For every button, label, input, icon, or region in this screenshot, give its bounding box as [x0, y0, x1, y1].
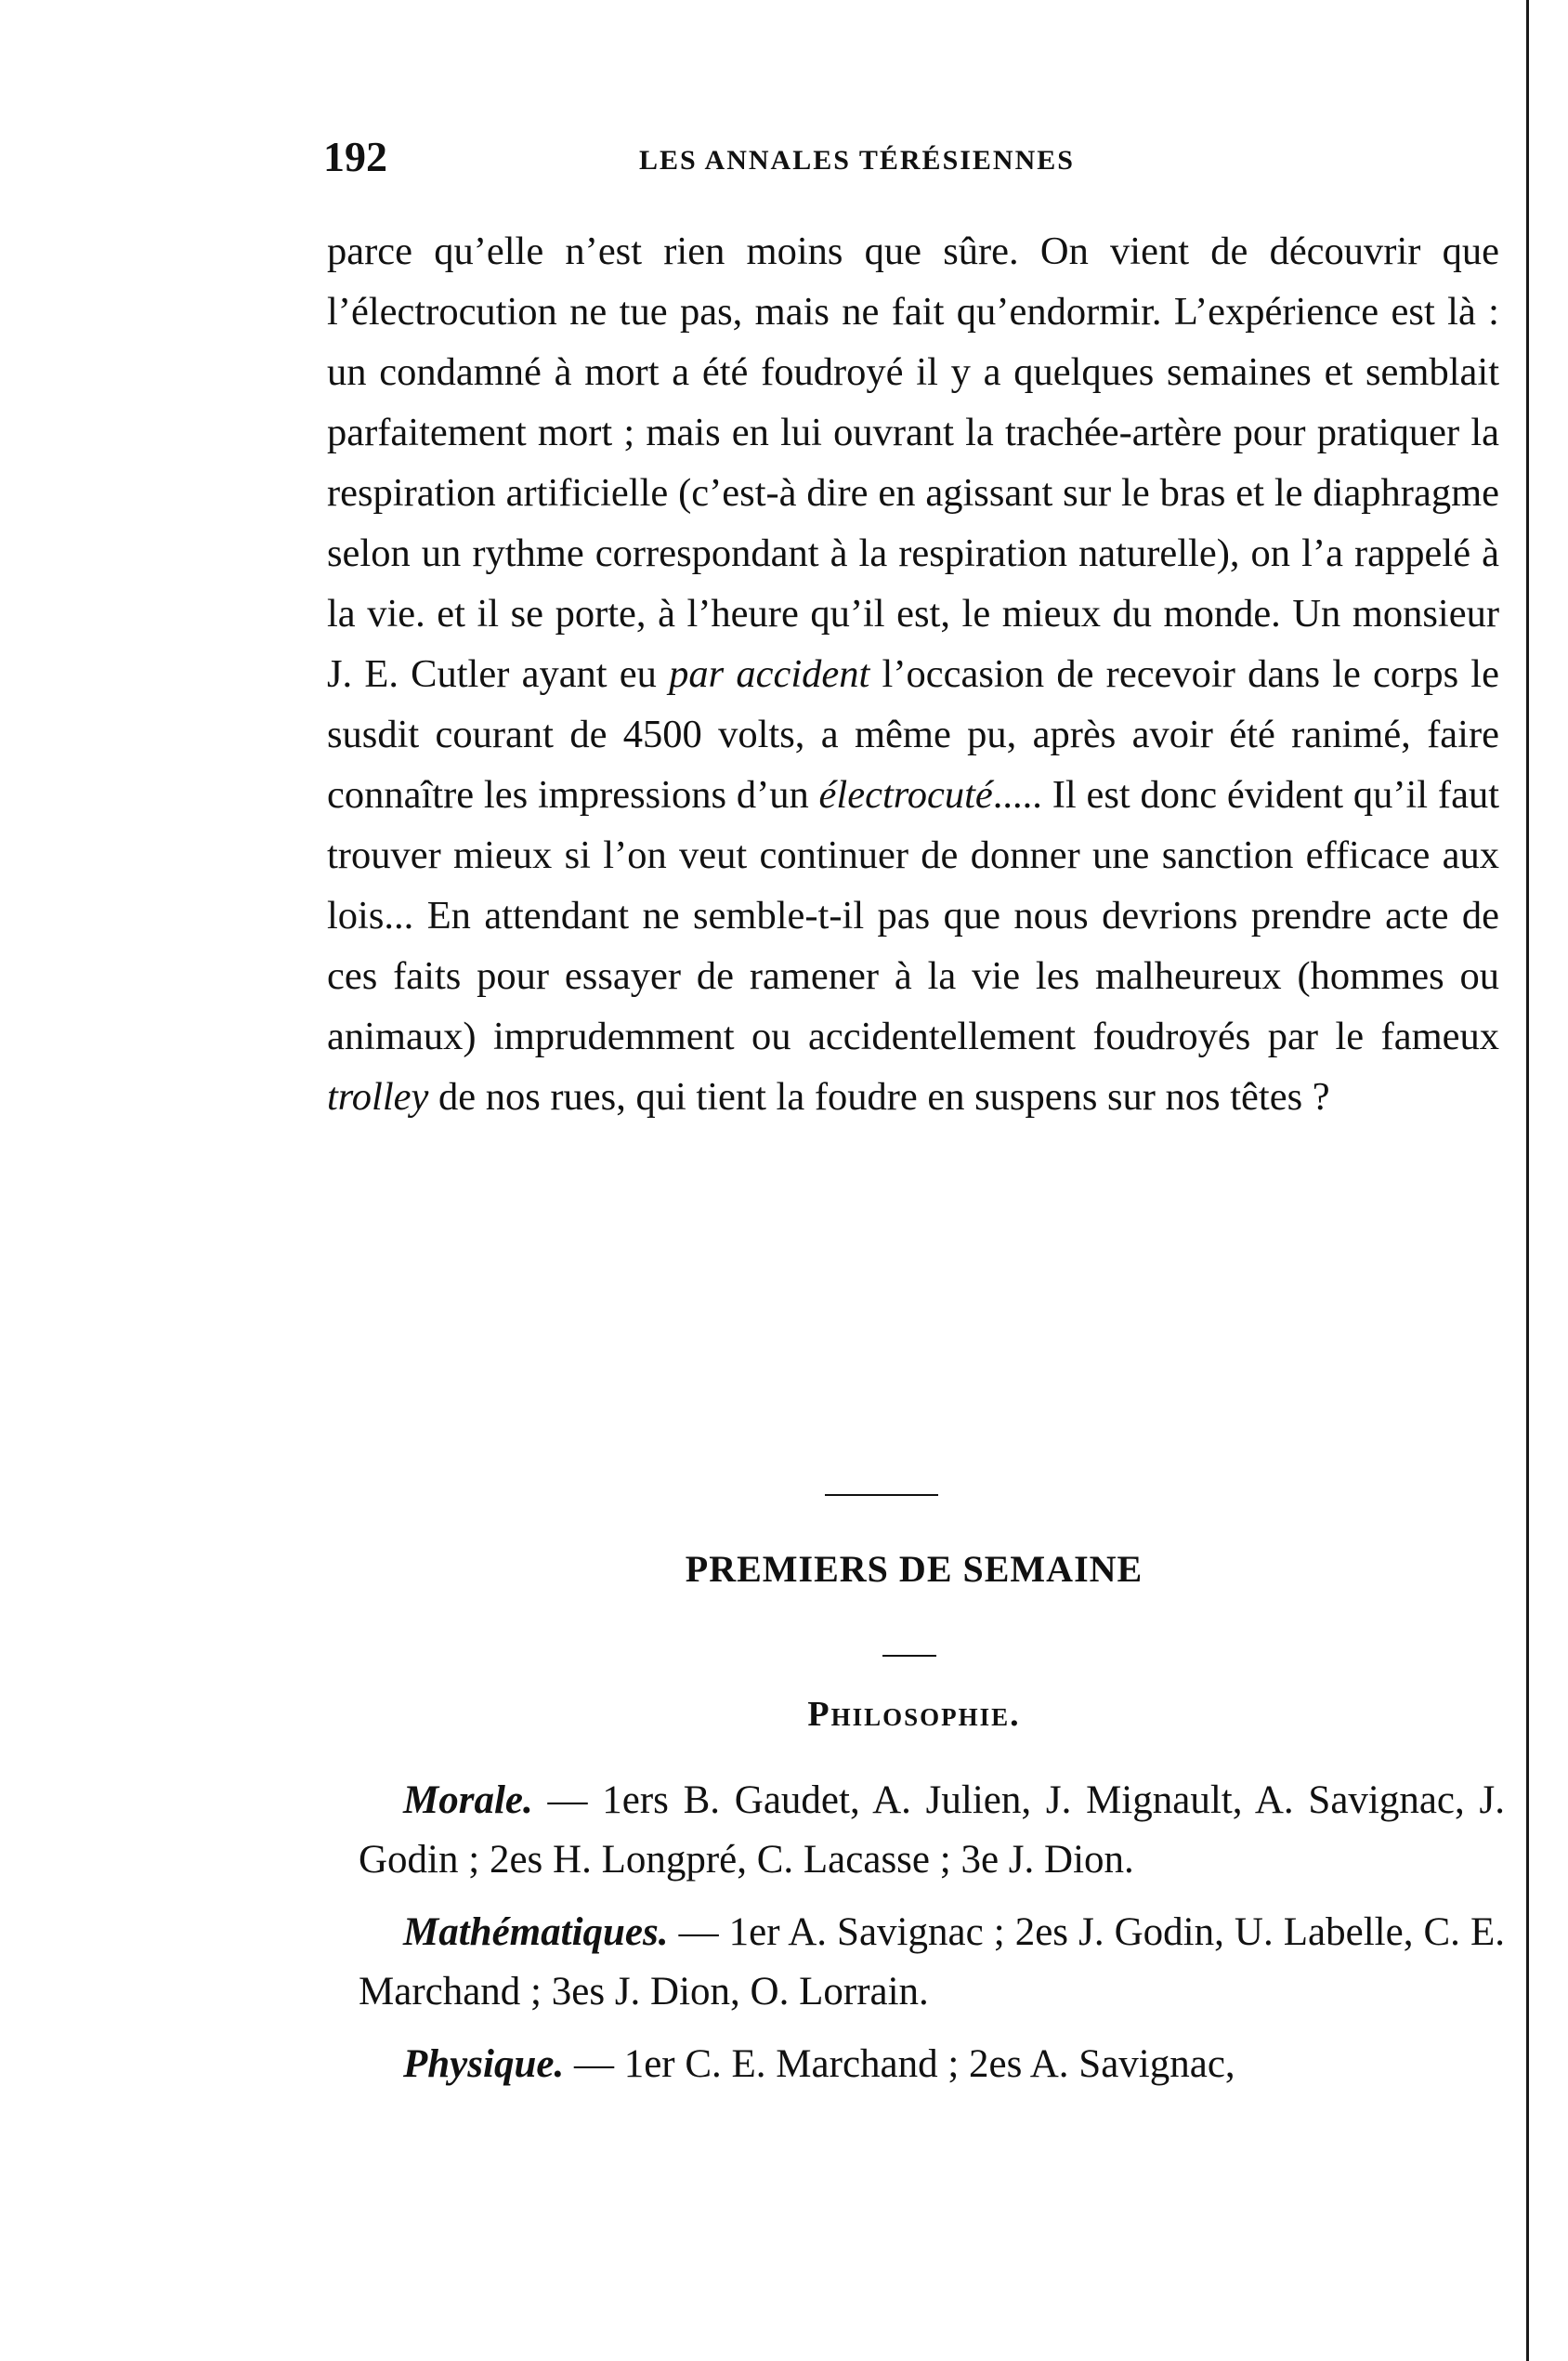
section-title: PREMIERS DE SEMAINE	[685, 1548, 1143, 1590]
page-number: 192	[323, 133, 387, 180]
result-entry	[359, 2035, 1505, 2094]
article-text: l’occasion de recevoir dans le corps le susdit courant de 4500 volts, a même pu, après avoir été ranimé, faire connaître les impressions d’un	[327, 652, 1499, 817]
page-edge-rule	[1526, 0, 1529, 2361]
result-subject: Mathématiques.	[403, 1910, 669, 1954]
section-divider	[825, 1494, 938, 1496]
article-emphasis: trolley	[327, 1075, 429, 1119]
result-subject: Morale.	[403, 1778, 533, 1822]
article-text: parce qu’elle n’est rien moins que sûre. On vient de découvrir que l’électrocution ne tue pas, mais ne fait qu’endormir. L’expérience est là : un condamné à mort a été foudroyé il y a quelques semaines et semblait parfaitement mort ; mais en lui ouvrant la trachée-artère pour pratiquer la respiration artificielle (c’est-à dire en agissant sur le bras et le diaphragme selon un rythme correspondant à la respiration naturelle), on l’a rappelé à la vie. et il se porte, à l’heure qu’il est, le mieux du monde. Un monsieur J. E. Cutler ayant eu	[327, 230, 1499, 696]
result-entry	[359, 1903, 1505, 2022]
page-header	[323, 132, 1505, 188]
result-text: — 1ers B. Gaudet, A. Julien, J. Mignault, A. Savignac, J. Godin ; 2es H. Longpré, C. Lacasse ; 3e J. Dion.	[359, 1778, 1505, 1882]
article-emphasis: par accident	[669, 652, 870, 696]
result-subject: Physique.	[403, 2042, 565, 2086]
subsection-title: Philosophie.	[807, 1695, 1021, 1734]
running-title: LES ANNALES TÉRÉSIENNES	[639, 145, 1075, 176]
result-text: — 1er C. E. Marchand ; 2es A. Savignac,	[564, 2042, 1235, 2086]
result-text: — 1er A. Savignac ; 2es J. Godin, U. Labelle, C. E. Marchand ; 3es J. Dion, O. Lorrain.	[359, 1910, 1505, 2013]
article-text: de nos rues, qui tient la foudre en suspens sur nos têtes ?	[428, 1075, 1330, 1119]
result-entry	[359, 1771, 1505, 1890]
article-text: ..... Il est donc évident qu’il faut trouver mieux si l’on veut continuer de donner une sanction efficace aux lois... En attendant ne semble-t-il pas que nous devrions prendre acte de ces faits pour essayer de ramener à la vie les malheureux (hommes ou animaux) imprudemment ou accidentellement foudroyés par le fameux	[327, 773, 1499, 1058]
section-divider	[882, 1655, 936, 1657]
results-list	[359, 1771, 1505, 2107]
article-paragraph	[327, 221, 1499, 1127]
article-emphasis: électrocuté	[818, 773, 993, 817]
